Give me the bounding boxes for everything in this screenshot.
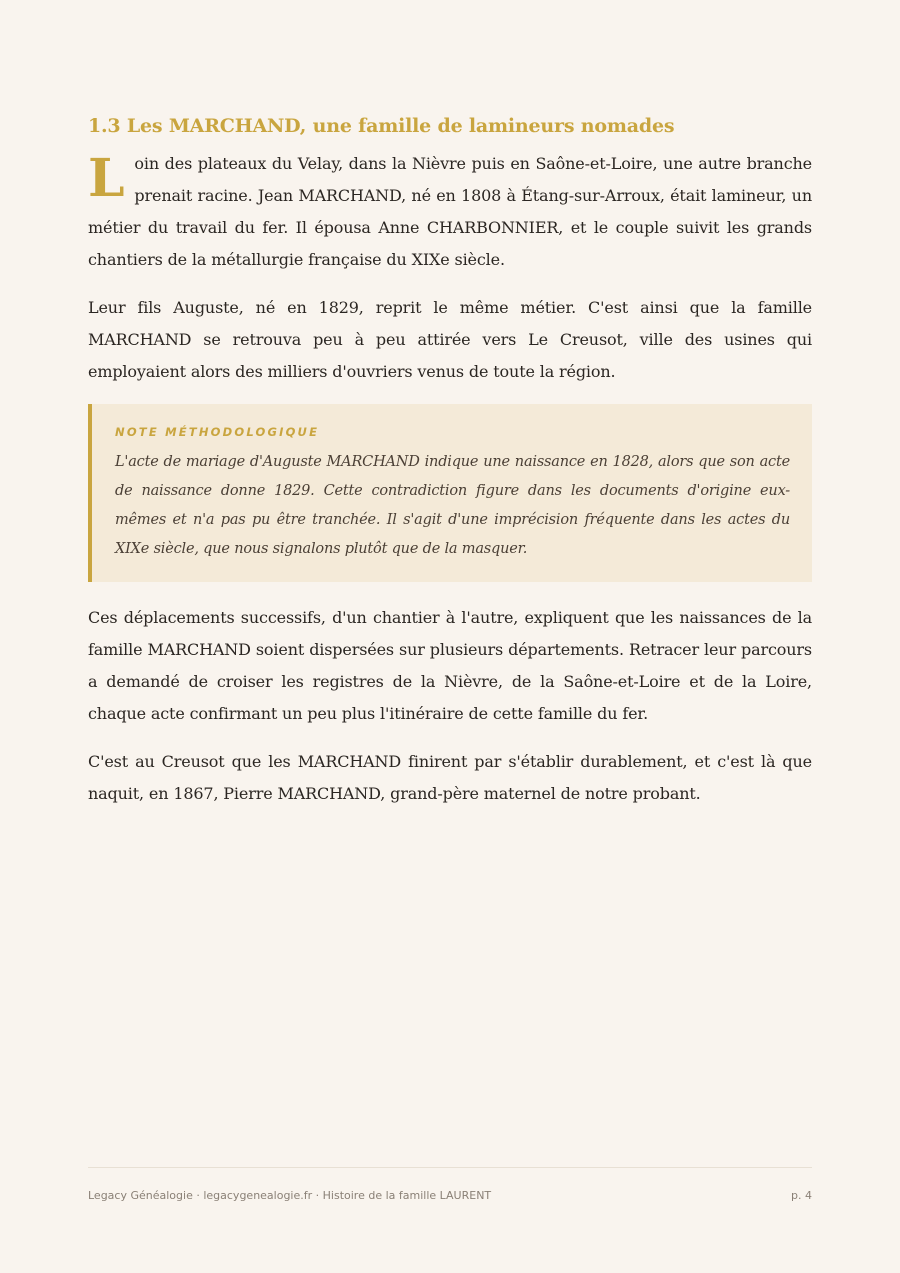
paragraph-4: C'est au Creusot que les MARCHAND finirent par s'établir durablement, et c'est là que naquit, en 1867, Pierre MARCHAND, grand-père maternel de notre probant.	[88, 752, 812, 803]
footer-credits: Legacy Généalogie · legacygenealogie.fr · Histoire de la famille LAURENT	[88, 1189, 492, 1202]
paragraph-1-text: oin des plateaux du Velay, dans la Nièvre puis en Saône-et-Loire, une autre branche prenait racine. Jean MARCHAND, né en 1808 à Étang-sur-Arroux, était lamineur, un métier du travail du fer. Il épousa Anne CHARBONNIER, et le couple suivit les grands chantiers de la métallurgie française du XIXe siècle.	[88, 154, 812, 269]
paragraph-1	[88, 148, 812, 276]
page-number: p. 4	[791, 1189, 812, 1202]
page-footer	[88, 1167, 812, 1204]
note-text: L'acte de mariage d'Auguste MARCHAND indique une naissance en 1828, alors que son acte de naissance donne 1829. Cette contradiction figure dans les documents d'origine eux-mêmes et n'a pas pu être tranchée. Il s'agit d'une imprécision fréquente dans les actes du XIXe siècle, que nous signalons plutôt que de la masquer.	[115, 454, 790, 557]
paragraph-2: Leur fils Auguste, né en 1829, reprit le même métier. C'est ainsi que la famille MARCHAND se retrouva peu à peu attirée vers Le Creusot, ville des usines qui employaient alors des milliers d'ouvriers venus de toute la région.	[88, 298, 812, 381]
drop-cap: L	[88, 148, 125, 209]
section-title: 1.3 Les MARCHAND, une famille de lamineurs nomades	[88, 115, 675, 137]
paragraph-3: Ces déplacements successifs, d'un chantier à l'autre, expliquent que les naissances de la famille MARCHAND soient dispersées sur plusieurs départements. Retracer leur parcours a demandé de croiser les registres de la Nièvre, de la Saône-et-Loire et de la Loire, chaque acte confirmant un peu plus l'itinéraire de cette famille du fer.	[88, 608, 812, 723]
methodology-note	[88, 404, 812, 582]
note-label: NOTE MÉTHODOLOGIQUE	[115, 425, 320, 439]
page-content	[88, 112, 812, 826]
